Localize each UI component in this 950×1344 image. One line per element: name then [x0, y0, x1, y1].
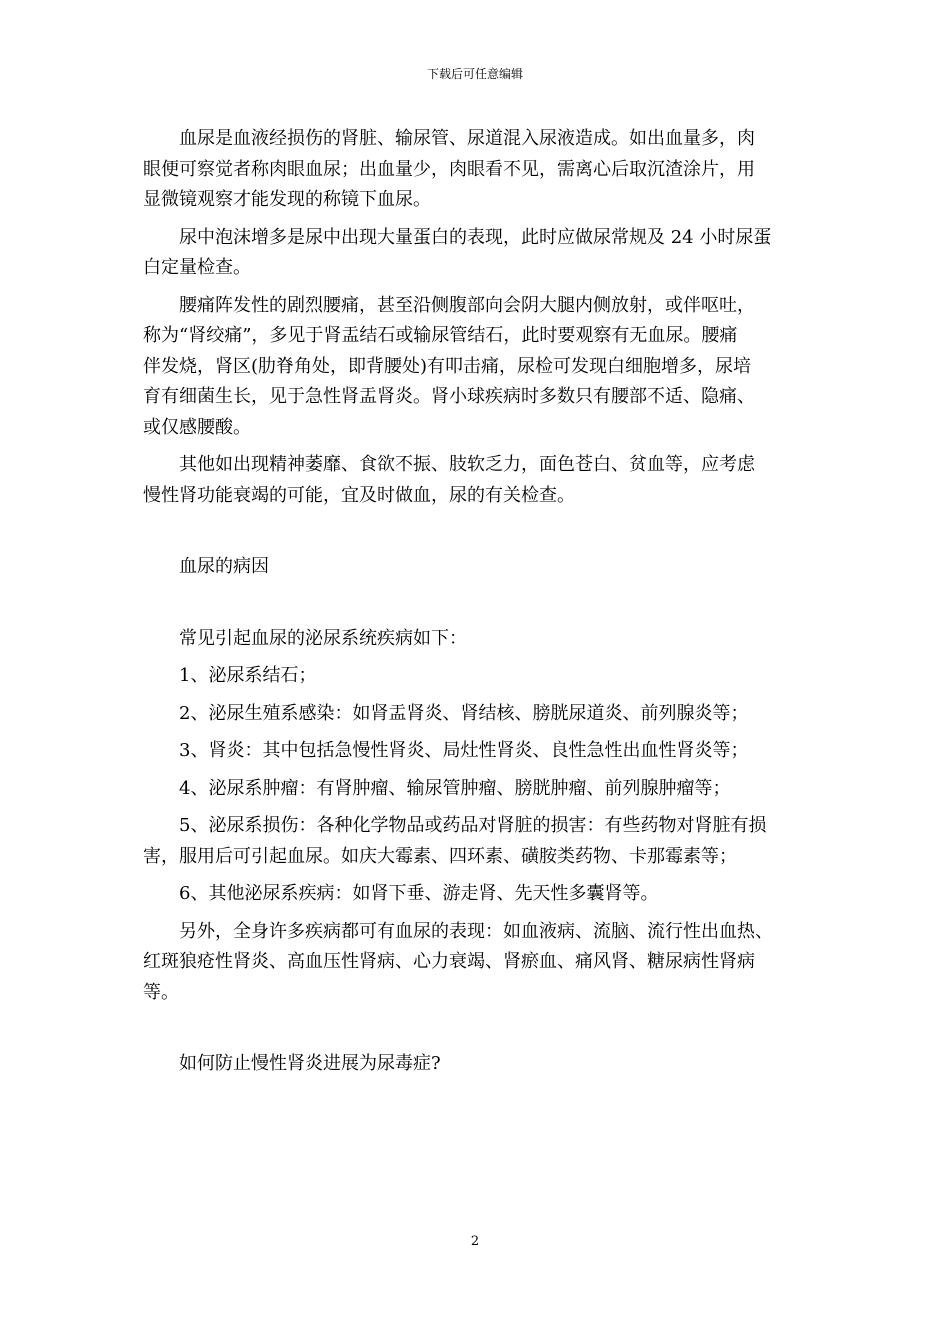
list-item: 2、泌尿生殖系感染：如肾盂肾炎、肾结核、膀胱尿道炎、前列腺炎等； [179, 702, 749, 724]
section-heading-prevention: 如何防止慢性肾炎进展为尿毒症? [179, 1053, 441, 1074]
text-line: 尿中泡沫增多是尿中出现大量蛋白的表现，此时应做尿常规及 24 小时尿蛋 [179, 226, 772, 248]
paragraph-other-symptoms [143, 450, 815, 511]
paragraph-systemic-diseases [143, 917, 815, 1009]
list-item: 3、肾炎：其中包括急慢性肾炎、局灶性肾炎、良性急性出血性肾炎等； [179, 740, 749, 761]
text-line: 红斑狼疮性肾炎、高血压性肾病、心力衰竭、肾瘀血、痛风肾、糖尿病性肾病 [143, 951, 755, 972]
text-line: 另外，全身许多疾病都可有血尿的表现：如血液病、流脑、流行性出血热、 [179, 920, 773, 942]
text-line: 育有细菌生长，见于急性肾盂肾炎。肾小球疾病时多数只有腰部不适、隐痛、 [143, 386, 755, 407]
paragraph-hematuria-definition [143, 124, 815, 216]
text-line: 眼便可察觉者称肉眼血尿；出血量少，肉眼看不见，需离心后取沉渣涂片，用 [143, 158, 755, 180]
text-line: 其他如出现精神萎靡、食欲不振、肢软乏力，面色苍白、贫血等，应考虑 [179, 454, 755, 475]
list-item: 1、泌尿系结石； [179, 665, 317, 686]
document-body [143, 124, 815, 1087]
text-line: 慢性肾功能衰竭的可能，宜及时做血，尿的有关检查。 [143, 484, 575, 506]
page-header: 下载后可任意编辑 [426, 67, 523, 81]
text-line: 白定量检查。 [143, 257, 251, 278]
list-item [143, 811, 815, 872]
list-item: 6、其他泌尿系疾病：如肾下垂、游走肾、先天性多囊肾等。 [179, 883, 659, 904]
causes-intro: 常见引起血尿的泌尿系统疾病如下： [179, 627, 467, 649]
text-line: 称为“肾绞痛”，多见于肾盂结石或输尿管结石，此时要观察有无血尿。腰痛 [143, 325, 738, 346]
spacer [143, 1015, 815, 1049]
text-line: 显微镜观察才能发现的称镜下血尿。 [143, 189, 431, 210]
text-line: 或仅感腰酸。 [143, 416, 251, 438]
text-line: 等。 [143, 981, 179, 1003]
section-heading-hematuria-causes: 血尿的病因 [179, 556, 269, 577]
page-number: 2 [470, 1234, 480, 1249]
text-line: 血尿是血液经损伤的肾脏、输尿管、尿道混入尿液造成。如出血量多，肉 [179, 128, 755, 149]
text-line: 伴发烧，肾区(肋脊角处，即背腰处)有叩击痛，尿检可发现白细胞增多，尿培 [143, 355, 752, 377]
list-item: 4、泌尿系肿瘤：有肾肿瘤、输尿管肿瘤、膀胱肿瘤、前列腺肿瘤等； [179, 777, 731, 799]
spacer [143, 518, 815, 552]
text-line: 害，服用后可引起血尿。如庆大霉素、四环素、磺胺类药物、卡那霉素等； [143, 845, 737, 867]
text-line: 腰痛阵发性的剧烈腰痛，甚至沿侧腹部向会阴大腿内侧放射，或伴呕吐， [179, 294, 755, 316]
paragraph-foam-urine [143, 223, 815, 284]
spacer [143, 590, 815, 624]
paragraph-back-pain [143, 291, 815, 444]
text-line: 5、泌尿系损伤：各种化学物品或药品对肾脏的损害：有些药物对肾脏有损 [179, 815, 767, 836]
